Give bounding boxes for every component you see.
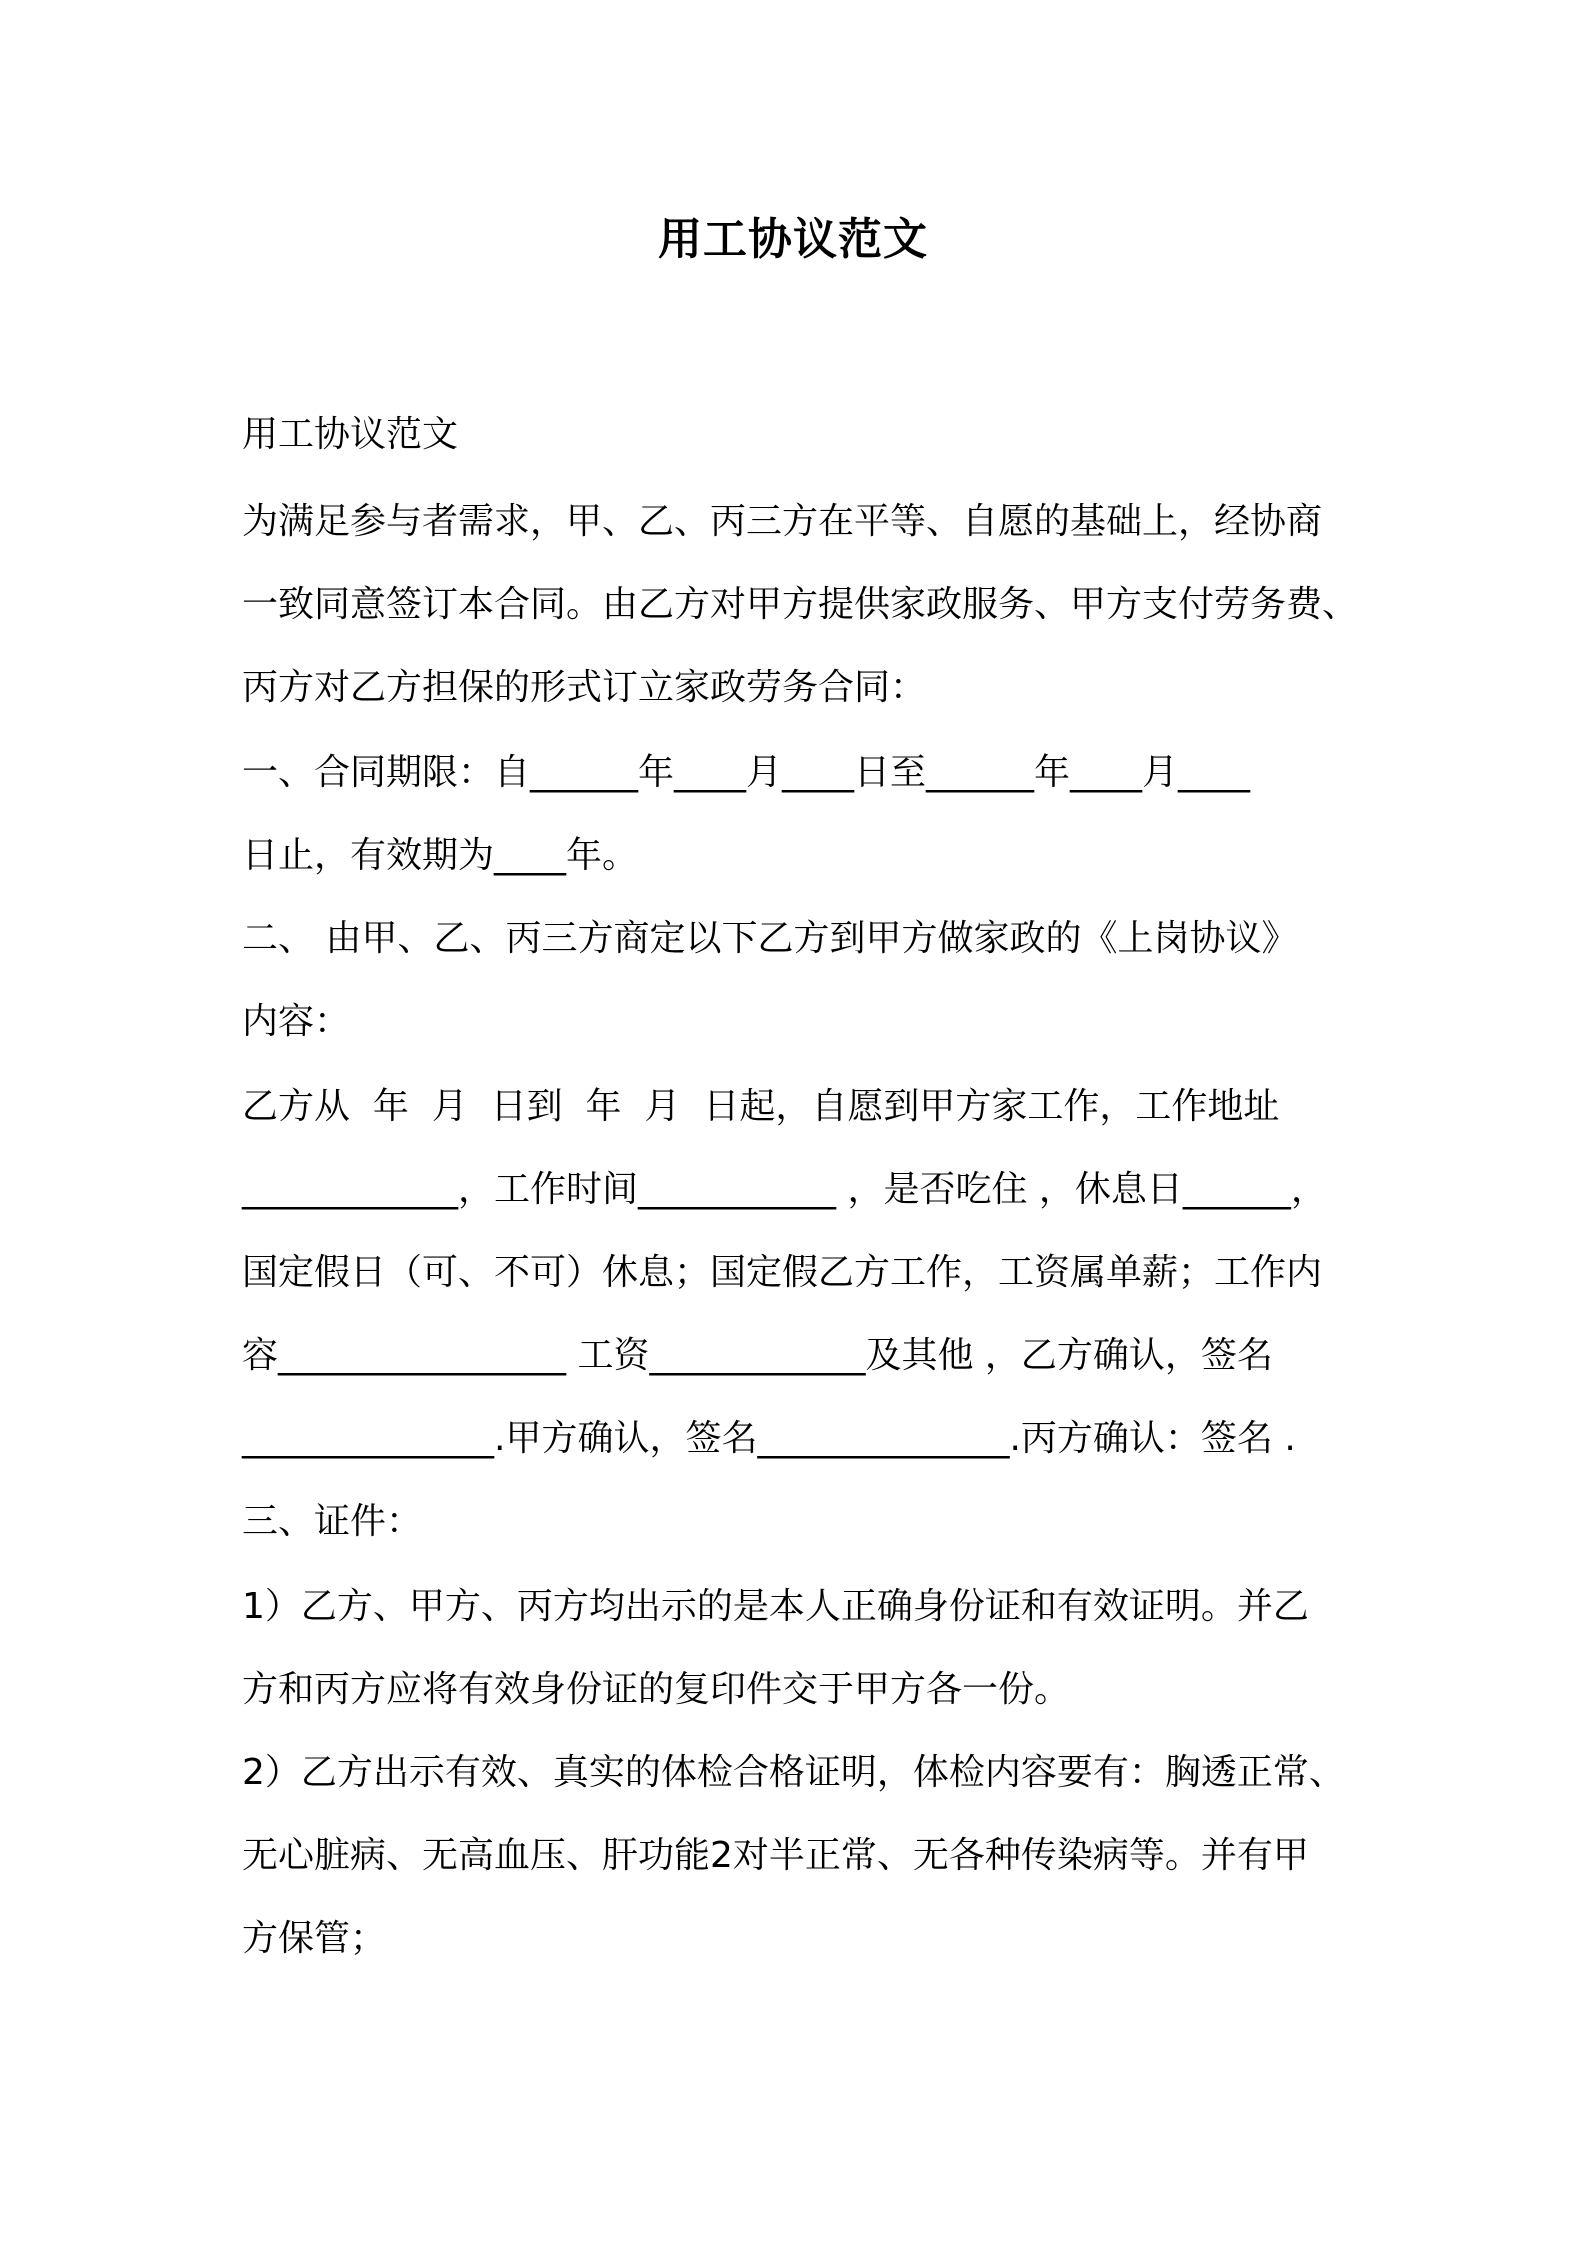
paragraph-line: 二、 由甲、乙、丙三方商定以下乙方到甲方做家政的《上岗协议》: [242, 918, 1298, 959]
paragraph-line: 一、合同期限：自______年____月____日至______年____月____: [242, 752, 1251, 793]
paragraph-line: 容________________ 工资____________及其他 ，乙方确认，签名: [242, 1335, 1273, 1376]
paragraph-line: 1）乙方、甲方、丙方均出示的是本人正确身份证和有效证明。并乙: [242, 1586, 1309, 1627]
paragraph-line: 乙方从 年 月 日到 年 月 日起，自愿到甲方家工作，工作地址: [242, 1086, 1280, 1127]
paragraph-line: 丙方对乙方担保的形式订立家政劳务合同：: [242, 667, 927, 708]
paragraph-line: 2）乙方出示有效、真实的体检合格证明，体检内容要有：胸透正常、: [242, 1752, 1345, 1793]
paragraph-line: 方保管；: [242, 1918, 387, 1959]
document-title: 用工协议范文: [658, 214, 928, 265]
paragraph-line: 日止，有效期为____年。: [242, 835, 639, 876]
paragraph-line: 无心脏病、无高血压、肝功能2对半正常、无各种传染病等。并有甲: [242, 1835, 1309, 1876]
paragraph-line-heading: 用工协议范文: [242, 414, 459, 455]
paragraph-line: 一致同意签订本合同。由乙方对甲方提供家政服务、甲方支付劳务费、: [242, 584, 1359, 625]
paragraph-line: ____________，工作时间___________ ，是否吃住 ，休息日______，: [242, 1169, 1327, 1210]
paragraph-line: 国定假日（可、不可）休息；国定假乙方工作，工资属单薪；工作内: [242, 1252, 1323, 1293]
paragraph-line: 内容：: [242, 1001, 351, 1042]
paragraph-line: 三、证件：: [242, 1501, 423, 1542]
paragraph-line: ______________.甲方确认，签名______________.丙方确认：签名 .: [242, 1418, 1296, 1459]
paragraph-line: 方和丙方应将有效身份证的复印件交于甲方各一份。: [242, 1669, 1071, 1710]
paragraph-line: 为满足参与者需求，甲、乙、丙三方在平等、自愿的基础上，经协商: [242, 501, 1323, 542]
